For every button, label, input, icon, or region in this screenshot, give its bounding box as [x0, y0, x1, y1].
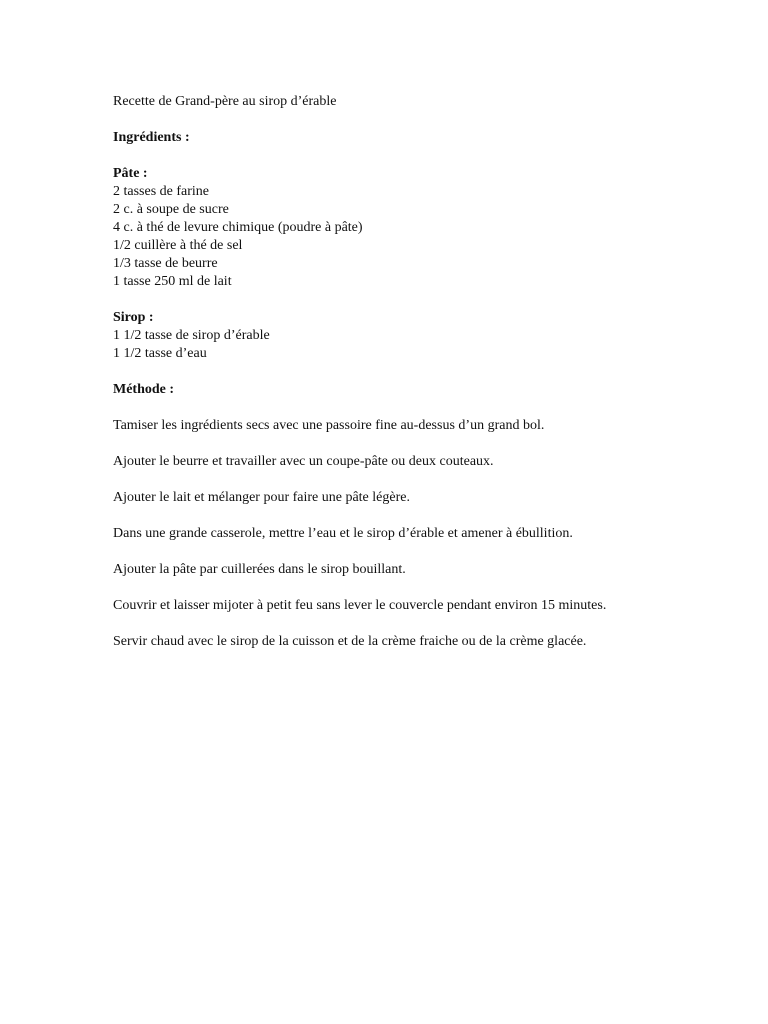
pate-item: 2 c. à soupe de sucre: [113, 202, 229, 217]
spacer: [113, 363, 733, 381]
sirop-heading: Sirop :: [113, 310, 154, 325]
method-step: Tamiser les ingrédients secs avec une passoire fine au-dessus d’un grand bol.: [113, 418, 545, 433]
recipe-document: [113, 93, 733, 651]
sirop-item: 1 1/2 tasse d’eau: [113, 346, 207, 361]
pate-item: 1/3 tasse de beurre: [113, 256, 218, 271]
method-step: Servir chaud avec le sirop de la cuisson et de la crème fraiche ou de la crème glacée.: [113, 634, 587, 649]
pate-item: 2 tasses de farine: [113, 184, 210, 199]
method-step: Ajouter le beurre et travailler avec un coupe-pâte ou deux couteaux.: [113, 454, 494, 469]
methode-heading: Méthode :: [113, 382, 175, 397]
method-step: Ajouter le lait et mélanger pour faire une pâte légère.: [113, 490, 410, 505]
spacer: [113, 471, 733, 489]
spacer: [113, 615, 733, 633]
pate-item: 4 c. à thé de levure chimique (poudre à pâte): [113, 220, 363, 235]
spacer: [113, 435, 733, 453]
recipe-title: Recette de Grand-père au sirop d’érable: [113, 94, 337, 109]
sirop-item: 1 1/2 tasse de sirop d’érable: [113, 328, 270, 343]
method-step: Couvrir et laisser mijoter à petit feu sans lever le couvercle pendant environ 15 minutes.: [113, 598, 607, 613]
pate-heading: Pâte :: [113, 166, 148, 181]
spacer: [113, 147, 733, 165]
spacer: [113, 543, 733, 561]
method-step: Ajouter la pâte par cuillerées dans le sirop bouillant.: [113, 562, 406, 577]
method-step: Dans une grande casserole, mettre l’eau et le sirop d’érable et amener à ébullition.: [113, 526, 573, 541]
spacer: [113, 399, 733, 417]
spacer: [113, 111, 733, 129]
spacer: [113, 579, 733, 597]
spacer: [113, 291, 733, 309]
pate-item: 1 tasse 250 ml de lait: [113, 274, 232, 289]
ingredients-heading: Ingrédients :: [113, 130, 190, 145]
spacer: [113, 507, 733, 525]
pate-item: 1/2 cuillère à thé de sel: [113, 238, 243, 253]
